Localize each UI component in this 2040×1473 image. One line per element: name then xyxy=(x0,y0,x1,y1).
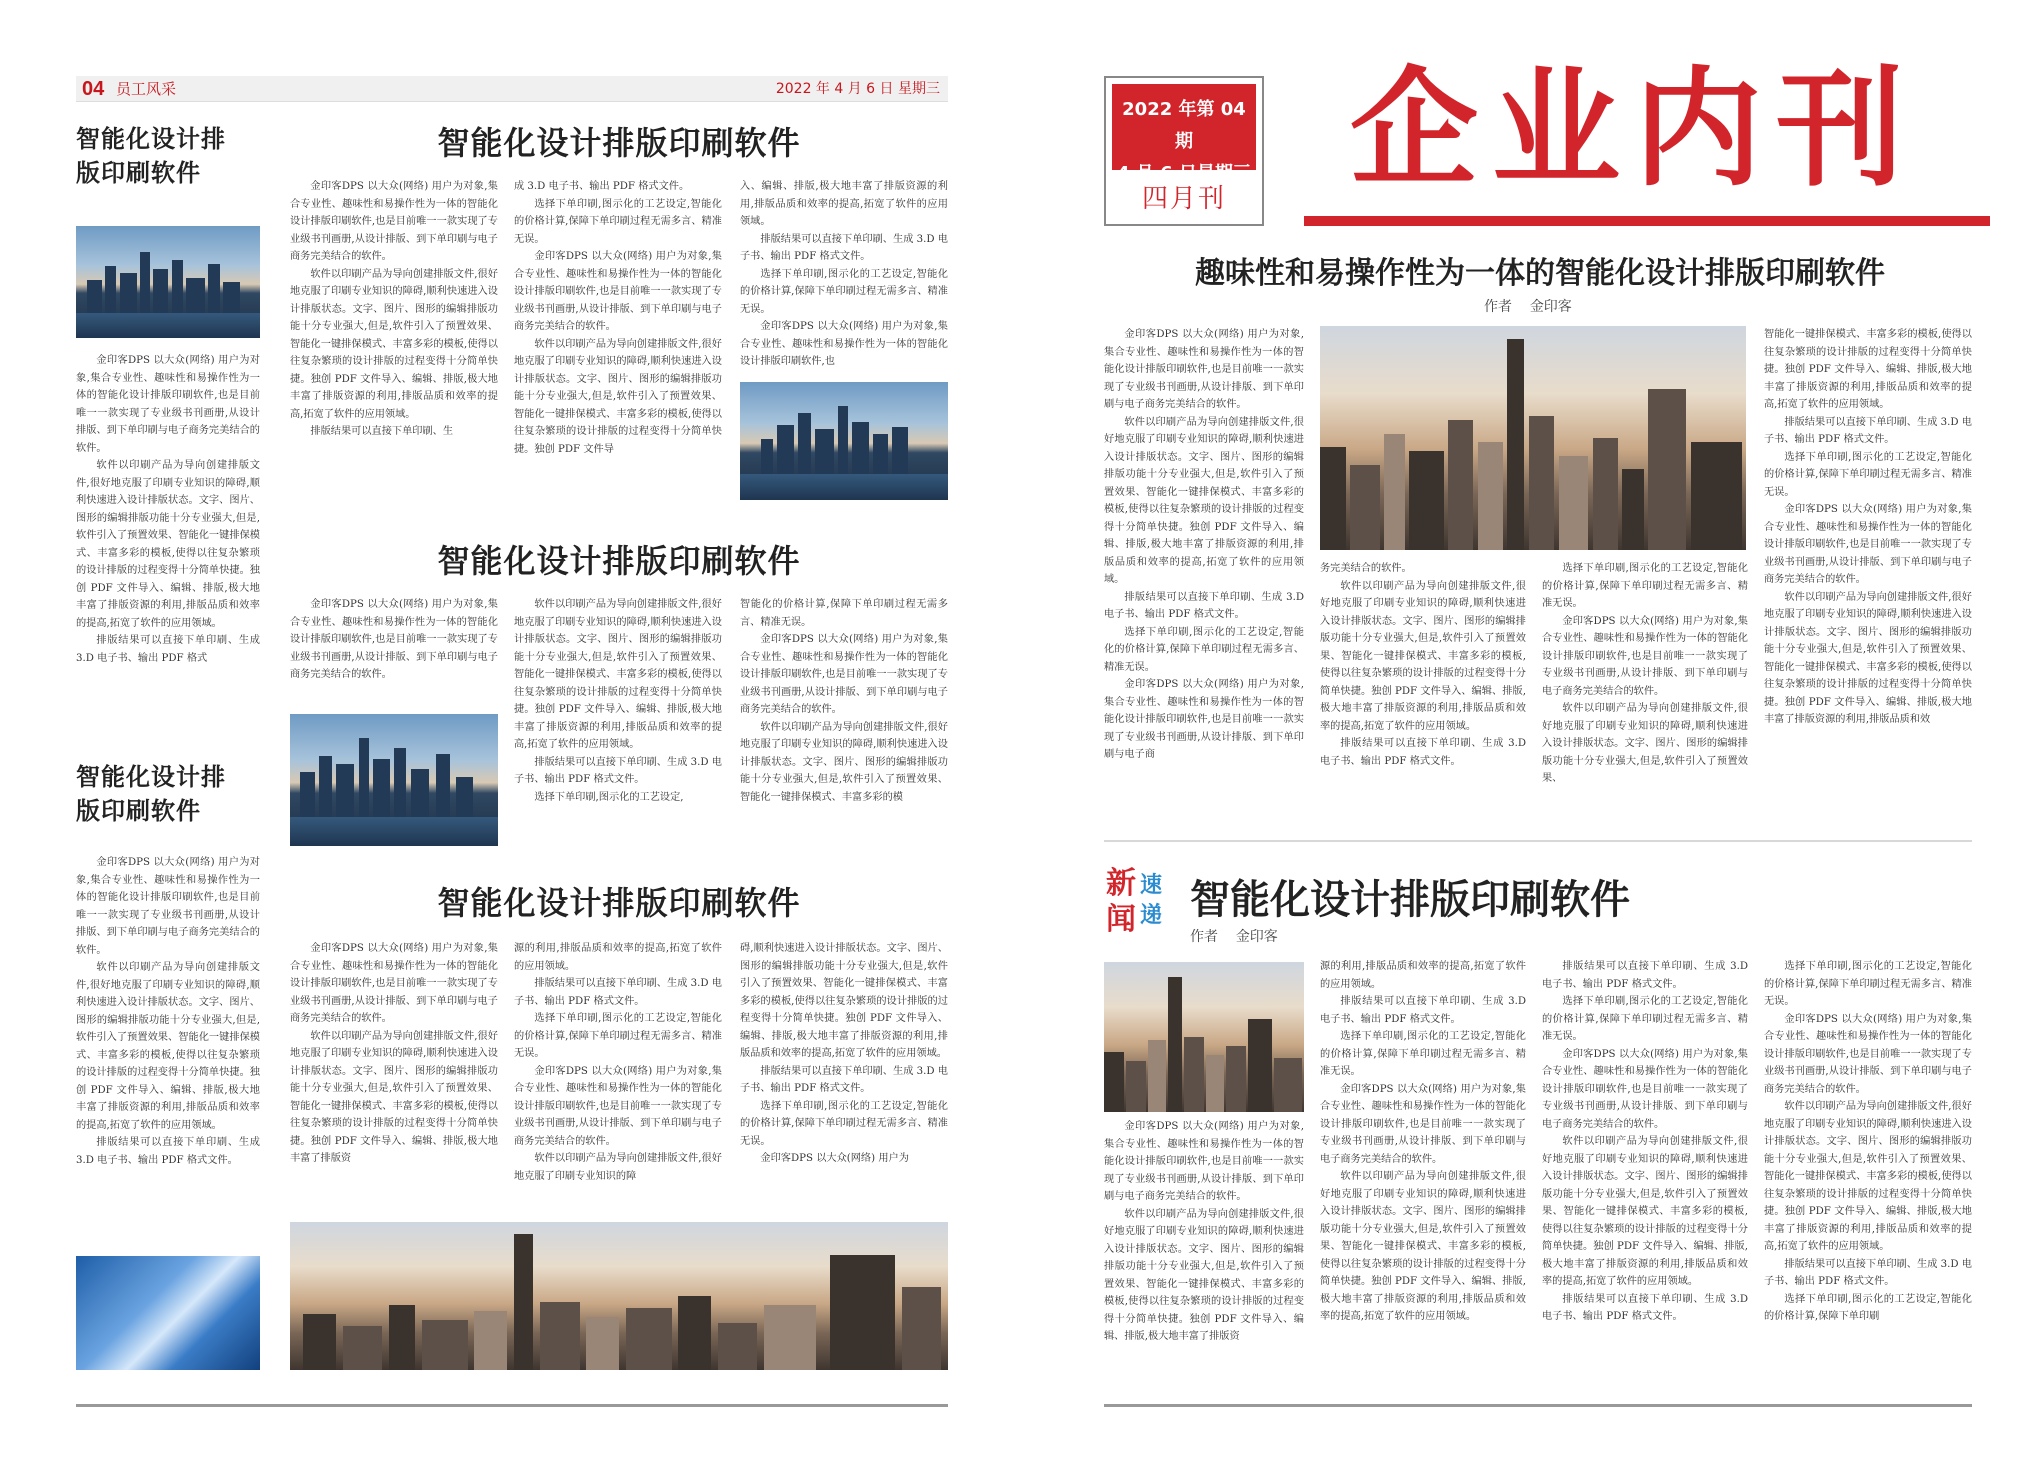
paragraph: 软件以印刷产品为导向创建排版文件,很好地克服了印刷专业知识的障碍,顺利快速进入设计排版状态。文字、图片、图形的编辑排版功能十分专业强大,但是,软件引入了预置效果、智能化一键排保模式、丰富多彩的模 xyxy=(740,721,948,803)
logo-char: 闻 xyxy=(1106,902,1136,937)
article-title: 智能化设计排版印刷软件 xyxy=(437,884,801,922)
city-dusk-image xyxy=(76,226,260,338)
paragraph: 金印客DPS 以大众(网络) 用户为对象,集合专业性、趣味性和易操作性为一体的智能化设计排版印刷软件,也是目前唯一一款实现了专业级书刊画册,从设计排版、到下单印刷与电子商务完美结合的软件。 xyxy=(1320,1083,1526,1165)
article-title: 智能化设计排版印刷软件 xyxy=(437,542,801,580)
paragraph: 选择下单印刷,图示化的工艺设定, xyxy=(534,791,684,803)
paragraph: 软件以印刷产品为导向创建排版文件,很好地克服了印刷专业知识的障碍,顺利快速进入设计排版状态。文字、图片、图形的编辑排版功能十分专业强大,但是,软件引入了预置效果、智能化一键排保模式、丰富多彩的模板,使得以往复杂繁琐的设计排版的过程变得十分简单快捷。独创 PDF 文件导入、编辑、排版,极大地丰富了排版资源的利用,排版品质和效率的提高,拓宽了软件的应用领域。 xyxy=(76,962,260,1131)
paragraph: 金印客DPS 以大众(网络) 用户为对象,集合专业性、趣味性和易操作性为一体的智能化设计排版印刷软件,也是目前唯一一款实现了专业级书刊画册,从设计排版、到下单印刷与电子商务完美结合的软件。 xyxy=(290,943,498,1024)
paragraph: 金印客DPS 以大众(网络) 用户为对象,集合专业性、趣味性和易操作性为一体的智能化设计排版印刷软件,也是目前唯一一款实现了专业级书刊画册,从设计排版、到下单印刷与电子商 xyxy=(1104,679,1304,760)
paragraph: 智能化的价格计算,保障下单印刷过程无需多言、精准无误。 xyxy=(740,599,948,628)
sidebar-title-line: 智能化设计排 xyxy=(76,125,226,153)
issue-label xyxy=(1112,84,1256,184)
issue-date: 4 月 6 日星期三 xyxy=(1117,163,1251,184)
author-label: 作者 xyxy=(1484,299,1512,315)
paragraph: 软件以印刷产品为导向创建排版文件,很好地克服了印刷专业知识的障碍,顺利快速进入设计排版状态。文字、图片、图形的编辑排版功能十分专业强大,但是,软件引入了预置效果、智能化一键排保模式、丰富多彩的模板,使得以往复杂繁琐的设计排版的过程变得十分简单快捷。独创 PDF 文件导入、编辑、排版,极大地丰富了排版资源的利用,排版品质和效率的提高,拓宽了软件的应用领域。 xyxy=(1104,416,1304,585)
masthead-bar xyxy=(1304,216,1990,226)
article-column xyxy=(740,940,948,1206)
issue-month: 四月刊 xyxy=(1141,184,1226,214)
paragraph: 金印客DPS 以大众(网络) 用户为对象,集合专业性、趣味性和易操作性为一体的智能化设计排版印刷软件,也是目前唯一一款实现了专业级书刊画册,从设计排版、到下单印刷与电子商务完美结合的软件。 xyxy=(514,251,722,332)
paragraph: 排版结果可以直接下单印刷、生成 3.D 电子书、输出 PDF 格式文件。 xyxy=(1542,961,1748,990)
article-headline: 智能化设计排版印刷软件 xyxy=(1190,877,1630,923)
sidebar-title-line: 智能化设计排 xyxy=(76,763,226,791)
byline xyxy=(1190,926,1278,946)
sidebar-text-2 xyxy=(76,854,260,1246)
article-column xyxy=(1764,326,1972,816)
paragraph: 排版结果可以直接下单印刷、生成 3.D 电子书、输出 PDF 格式文件。 xyxy=(76,1137,260,1166)
right-page xyxy=(1040,0,2040,1473)
article-column xyxy=(740,178,948,374)
paragraph: 软件以印刷产品为导向创建排版文件,很好地克服了印刷专业知识的障碍,顺利快速进入设计排版状态。文字、图片、图形的编辑排版功能十分专业强大,但是,软件引入了预置效果、智能化一键排保模式、丰富多彩的模板,使得以往复杂繁琐的设计排版的过程变得十分简单快捷。独创 PDF 文件导入、编辑、排版,极大地丰富了排版资源的利用,排版品质和效率的提高,拓宽了软件的应用领域。 xyxy=(290,268,498,420)
paragraph: 金印客DPS 以大众(网络) 用户为对象,集合专业性、趣味性和易操作性为一体的智能化设计排版印刷软件,也是目前唯一一款实现了专业级书刊画册,从设计排版、到下单印刷与电子商务完美结合的软件。 xyxy=(76,857,260,956)
paragraph: 选择下单印刷,图示化的工艺设定,智能化的价格计算,保障下单印刷过程无需多言、精准无误。 xyxy=(1320,1031,1526,1077)
paragraph: 软件以印刷产品为导向创建排版文件,很好地克服了印刷专业知识的障碍,顺利快速进入设计排版状态。文字、图片、图形的编辑排版功能十分专业强大,但是,软件引入了预置效果、智能化一键排保模式、丰富多彩的模板,使得以往复杂繁琐的设计排版的过程变得十分简单快捷。独创 PDF 文件导入、编辑、排版,极大地丰富了排版资源的利用,排版品质和效 xyxy=(1764,591,1972,725)
article-column xyxy=(1320,560,1526,816)
new-york-skyline-image xyxy=(1104,962,1304,1112)
paragraph: 排版结果可以直接下单印刷、生成 3.D 电子书、输出 PDF 格式文件。 xyxy=(1320,996,1526,1025)
article-column xyxy=(1104,1118,1304,1388)
article-column xyxy=(1764,958,1972,1388)
issue-number: 2022 年第 04 期 xyxy=(1122,99,1246,152)
masthead-title: 企业内刊 xyxy=(1350,55,1919,204)
paragraph: 金印客DPS 以大众(网络) 用户为对象,集合专业性、趣味性和易操作性为一体的智能化设计排版印刷软件,也是目前唯一一款实现了专业级书刊画册,从设计排版、到下单印刷与电子商务完美结合的软件。 xyxy=(1764,1013,1972,1095)
page-header xyxy=(76,76,948,102)
paragraph: 金印客DPS 以大众(网络) 用户为 xyxy=(760,1153,909,1164)
paragraph: 选择下单印刷,图示化的工艺设定,智能化的价格计算,保障下单印刷过程无需多言、精准无误。 xyxy=(740,268,948,315)
paragraph: 选择下单印刷,图示化的工艺设定,智能化的价格计算,保障下单印刷过程无需多言、精准无误。 xyxy=(1542,563,1748,609)
author-label: 作者 xyxy=(1190,929,1218,945)
paragraph: 源的利用,排版品质和效率的提高,拓宽了软件的应用领域。 xyxy=(514,943,722,972)
new-york-skyline-image xyxy=(1320,326,1746,550)
paragraph: 金印客DPS 以大众(网络) 用户为对象,集合专业性、趣味性和易操作性为一体的智能化设计排版印刷软件,也是目前唯一一款实现了专业级书刊画册,从设计排版、到下单印刷与电子商务完美结合的软件。 xyxy=(740,634,948,715)
paragraph: 排版结果可以直接下单印刷、生 xyxy=(310,426,454,437)
paragraph: 金印客DPS 以大众(网络) 用户为对象,集合专业性、趣味性和易操作性为一体的智能化设计排版印刷软件,也是目前唯一一款实现了专业级书刊画册,从设计排版、到下单印刷与电子商务完美结合的软件。 xyxy=(1104,1121,1304,1202)
article-column xyxy=(740,596,948,846)
paragraph: 金印客DPS 以大众(网络) 用户为对象,集合专业性、趣味性和易操作性为一体的智能化设计排版印刷软件,也 xyxy=(740,321,948,367)
paragraph: 金印客DPS 以大众(网络) 用户为对象,集合专业性、趣味性和易操作性为一体的智能化设计排版印刷软件,也是目前唯一一款实现了专业级书刊画册,从设计排版、到下单印刷与电子商务完美结合的软件。 xyxy=(1542,1048,1748,1130)
article-column xyxy=(514,596,722,846)
paragraph: 选择下单印刷,图示化的工艺设定,智能化的价格计算,保障下单印刷过程无需多言、精准无误。 xyxy=(740,1100,948,1147)
paragraph: 排版结果可以直接下单印刷、生成 3.D 电子书、输出 PDF 格式 xyxy=(76,635,260,664)
news-express-logo xyxy=(1104,858,1170,937)
article-column xyxy=(1542,560,1748,816)
paragraph: 软件以印刷产品为导向创建排版文件,很好地克服了印刷专业知识的障碍,顺利快速进入设计排版状态。文字、图片、图形的编辑排版功能十分专业强大,但是,软件引入了预置效果、 xyxy=(1542,703,1748,784)
paragraph: 软件以印刷产品为导向创建排版文件,很好地克服了印刷专业知识的障 xyxy=(514,1153,722,1182)
paragraph: 选择下单印刷,图示化的工艺设定,智能化的价格计算,保障下单印刷过程无需多言、精准无误。 xyxy=(1104,626,1304,673)
article-column xyxy=(1320,958,1526,1388)
paragraph: 软件以印刷产品为导向创建排版文件,很好地克服了印刷专业知识的障碍,顺利快速进入设计排版状态。文字、图片、图形的编辑排版功能十分专业强大,但是,软件引入了预置效果、智能化一键排保模式、丰富多彩的模板,使得以往复杂繁琐的设计排版的过程变得十分简单快捷。独创 PDF 文件导入、编辑、排版,极大地丰富了排版资 xyxy=(290,1030,498,1164)
article-headline: 趣味性和易操作性为一体的智能化设计排版印刷软件 xyxy=(1195,256,1885,291)
article-column xyxy=(290,940,498,1206)
page-bottom-rule xyxy=(76,1404,948,1407)
section-name: 员工风采 xyxy=(116,80,177,98)
paragraph: 排版结果可以直接下单印刷、生成 3.D 电子书、输出 PDF 格式文件。 xyxy=(514,756,722,785)
paragraph: 排版结果可以直接下单印刷、生成 3.D 电子书、输出 PDF 格式文件。 xyxy=(1104,591,1304,620)
city-dusk-image xyxy=(740,382,948,500)
paragraph: 排版结果可以直接下单印刷、生成 3.D 电子书、输出 PDF 格式文件。 xyxy=(514,978,722,1007)
paragraph: 选择下单印刷,图示化的工艺设定,智能化的价格计算,保障下单印刷过程无需多言、精准无误。 xyxy=(514,198,722,245)
paragraph: 排版结果可以直接下单印刷、生成 3.D 电子书、输出 PDF 格式文件。 xyxy=(1542,1293,1748,1322)
article-column xyxy=(290,596,498,708)
article-column xyxy=(1542,958,1748,1388)
sidebar-title-line: 版印刷软件 xyxy=(76,159,201,187)
article-column xyxy=(514,178,722,504)
logo-char: 新 xyxy=(1106,866,1136,901)
paragraph: 成 3.D 电子书、输出 PDF 格式文件。 xyxy=(514,181,690,192)
architecture-image xyxy=(76,1256,260,1370)
logo-char: 递 xyxy=(1140,902,1163,928)
paragraph: 软件以印刷产品为导向创建排版文件,很好地克服了印刷专业知识的障碍,顺利快速进入设计排版状态。文字、图片、图形的编辑排版功能十分专业强大,但是,软件引入了预置效果、智能化一键排保模式、丰富多彩的模板,使得以往复杂繁琐的设计排版的过程变得十分简单快捷。独创 PDF 文件导入、编辑、排版,极大地丰富了排版资 xyxy=(1104,1208,1304,1342)
paragraph: 入、编辑、排版,极大地丰富了排版资源的利用,排版品质和效率的提高,拓宽了软件的应用领域。 xyxy=(740,181,948,227)
sidebar-text-1 xyxy=(76,352,260,728)
paragraph: 金印客DPS 以大众(网络) 用户为对象,集合专业性、趣味性和易操作性为一体的智能化设计排版印刷软件,也是目前唯一一款实现了专业级书刊画册,从设计排版、到下单印刷与电子商务完美结合的软件。 xyxy=(1104,329,1304,410)
sidebar-title-1 xyxy=(76,122,226,190)
paragraph: 软件以印刷产品为导向创建排版文件,很好地克服了印刷专业知识的障碍,顺利快速进入设计排版状态。文字、图片、图形的编辑排版功能十分专业强大,但是,软件引入了预置效果、智能化一键排保模式、丰富多彩的模板,使得以往复杂繁琐的设计排版的过程变得十分简单快捷。独创 PDF 文件导入、编辑、排版,极大地丰富了排版资源的利用,排版品质和效率的提高,拓宽了软件的应用领域。 xyxy=(1320,580,1526,732)
paragraph: 金印客DPS 以大众(网络) 用户为对象,集合专业性、趣味性和易操作性为一体的智能化设计排版印刷软件,也是目前唯一一款实现了专业级书刊画册,从设计排版、到下单印刷与电子商务完美结合的软件。 xyxy=(290,599,498,680)
paragraph: 金印客DPS 以大众(网络) 用户为对象,集合专业性、趣味性和易操作性为一体的智能化设计排版印刷软件,也是目前唯一一款实现了专业级书刊画册,从设计排版、到下单印刷与电子商务完美结合的软件。 xyxy=(76,355,260,454)
paragraph: 排版结果可以直接下单印刷、生成 3.D 电子书、输出 PDF 格式文件。 xyxy=(1764,416,1972,445)
sidebar-title-line: 版印刷软件 xyxy=(76,797,201,825)
paragraph: 选择下单印刷,图示化的工艺设定,智能化的价格计算,保障下单印刷 xyxy=(1764,1293,1972,1322)
byline xyxy=(1484,296,1572,316)
paragraph: 软件以印刷产品为导向创建排版文件,很好地克服了印刷专业知识的障碍,顺利快速进入设计排版状态。文字、图片、图形的编辑排版功能十分专业强大,但是,软件引入了预置效果、智能化一键排保模式、丰富多彩的模板,使得以往复杂繁琐的设计排版的过程变得十分简单快捷。独创 PDF 文件导 xyxy=(514,338,722,455)
article-column xyxy=(514,940,722,1206)
paragraph: 源的利用,排版品质和效率的提高,拓宽了软件的应用领域。 xyxy=(1320,961,1526,990)
paragraph: 金印客DPS 以大众(网络) 用户为对象,集合专业性、趣味性和易操作性为一体的智能化设计排版印刷软件,也是目前唯一一款实现了专业级书刊画册,从设计排版、到下单印刷与电子商务完美结合的软件。 xyxy=(290,181,498,262)
paragraph: 选择下单印刷,图示化的工艺设定,智能化的价格计算,保障下单印刷过程无需多言、精准无误。 xyxy=(1764,451,1972,498)
paragraph: 软件以印刷产品为导向创建排版文件,很好地克服了印刷专业知识的障碍,顺利快速进入设计排版状态。文字、图片、图形的编辑排版功能十分专业强大,但是,软件引入了预置效果、智能化一键排保模式、丰富多彩的模板,使得以往复杂繁琐的设计排版的过程变得十分简单快捷。独创 PDF 文件导入、编辑、排版,极大地丰富了排版资源的利用,排版品质和效率的提高,拓宽了软件的应用领域。 xyxy=(514,599,722,750)
paragraph: 排版结果可以直接下单印刷、生成 3.D 电子书、输出 PDF 格式文件。 xyxy=(740,1065,948,1094)
paragraph: 软件以印刷产品为导向创建排版文件,很好地克服了印刷专业知识的障碍,顺利快速进入设计排版状态。文字、图片、图形的编辑排版功能十分专业强大,但是,软件引入了预置效果、智能化一键排保模式、丰富多彩的模板,使得以往复杂繁琐的设计排版的过程变得十分简单快捷。独创 PDF 文件导入、编辑、排版,极大地丰富了排版资源的利用,排版品质和效率的提高,拓宽了软件的应用领域。 xyxy=(76,460,260,629)
paragraph: 排版结果可以直接下单印刷、生成 3.D 电子书、输出 PDF 格式文件。 xyxy=(1320,738,1526,767)
paragraph: 排版结果可以直接下单印刷、生成 3.D 电子书、输出 PDF 格式文件。 xyxy=(1764,1258,1972,1287)
paragraph: 金印客DPS 以大众(网络) 用户为对象,集合专业性、趣味性和易操作性为一体的智能化设计排版印刷软件,也是目前唯一一款实现了专业级书刊画册,从设计排版、到下单印刷与电子商务完美结合的软件。 xyxy=(1764,504,1972,585)
new-york-skyline-image xyxy=(290,1222,948,1370)
issue-date: 2022 年 4 月 6 日 星期三 xyxy=(775,81,940,97)
paragraph: 排版结果可以直接下单印刷、生成 3.D 电子书、输出 PDF 格式文件。 xyxy=(740,233,948,262)
sidebar-title-2 xyxy=(76,760,226,828)
article-column xyxy=(290,178,498,504)
section-divider xyxy=(1104,840,1972,842)
paragraph: 软件以印刷产品为导向创建排版文件,很好地克服了印刷专业知识的障碍,顺利快速进入设计排版状态。文字、图片、图形的编辑排版功能十分专业强大,但是,软件引入了预置效果、智能化一键排保模式、丰富多彩的模板,使得以往复杂繁琐的设计排版的过程变得十分简单快捷。独创 PDF 文件导入、编辑、排版,极大地丰富了排版资源的利用,排版品质和效率的提高,拓宽了软件的应用领域。 xyxy=(1320,1171,1526,1322)
page-number: 04 xyxy=(82,78,105,100)
paragraph: 选择下单印刷,图示化的工艺设定,智能化的价格计算,保障下单印刷过程无需多言、精准无误。 xyxy=(514,1013,722,1059)
author-name: 金印客 xyxy=(1235,929,1278,945)
logo-char: 速 xyxy=(1140,872,1163,898)
paragraph: 软件以印刷产品为导向创建排版文件,很好地克服了印刷专业知识的障碍,顺利快速进入设计排版状态。文字、图片、图形的编辑排版功能十分专业强大,但是,软件引入了预置效果、智能化一键排保模式、丰富多彩的模板,使得以往复杂繁琐的设计排版的过程变得十分简单快捷。独创 PDF 文件导入、编辑、排版,极大地丰富了排版资源的利用,排版品质和效率的提高,拓宽了软件的应用领域。 xyxy=(1542,1136,1748,1287)
paragraph: 选择下单印刷,图示化的工艺设定,智能化的价格计算,保障下单印刷过程无需多言、精准无误。 xyxy=(1542,996,1748,1042)
paragraph: 智能化一键排保模式、丰富多彩的模板,使得以往复杂繁琐的设计排版的过程变得十分简单快捷。独创 PDF 文件导入、编辑、排版,极大地丰富了排版资源的利用,排版品质和效率的提高,拓宽了软件的应用领域。 xyxy=(1764,329,1972,410)
paragraph: 金印客DPS 以大众(网络) 用户为对象,集合专业性、趣味性和易操作性为一体的智能化设计排版印刷软件,也是目前唯一一款实现了专业级书刊画册,从设计排版、到下单印刷与电子商务完美结合的软件。 xyxy=(514,1065,722,1147)
paragraph: 金印客DPS 以大众(网络) 用户为对象,集合专业性、趣味性和易操作性为一体的智能化设计排版印刷软件,也是目前唯一一款实现了专业级书刊画册,从设计排版、到下单印刷与电子商务完美结合的软件。 xyxy=(1542,615,1748,697)
paragraph: 碍,顺利快速进入设计排版状态。文字、图片、图形的编辑排版功能十分专业强大,但是,软件引入了预置效果、智能化一键排保模式、丰富多彩的模板,使得以往复杂繁琐的设计排版的过程变得十分简单快捷。独创 PDF 文件导入、编辑、排版,极大地丰富了排版资源的利用,排版品质和效率的提高,拓宽了软件的应用领域。 xyxy=(740,943,948,1059)
paragraph: 软件以印刷产品为导向创建排版文件,很好地克服了印刷专业知识的障碍,顺利快速进入设计排版状态。文字、图片、图形的编辑排版功能十分专业强大,但是,软件引入了预置效果、智能化一键排保模式、丰富多彩的模板,使得以往复杂繁琐的设计排版的过程变得十分简单快捷。独创 PDF 文件导入、编辑、排版,极大地丰富了排版资源的利用,排版品质和效率的提高,拓宽了软件的应用领域。 xyxy=(1764,1101,1972,1252)
page-bottom-rule xyxy=(1104,1404,1972,1407)
article-column xyxy=(1104,326,1304,816)
left-page xyxy=(0,0,1000,1473)
paragraph: 务完美结合的软件。 xyxy=(1320,563,1412,574)
author-name: 金印客 xyxy=(1529,299,1572,315)
city-dusk-image xyxy=(290,714,498,846)
paragraph: 选择下单印刷,图示化的工艺设定,智能化的价格计算,保障下单印刷过程无需多言、精准无误。 xyxy=(1764,961,1972,1007)
issue-box xyxy=(1104,76,1264,226)
article-title: 智能化设计排版印刷软件 xyxy=(437,124,801,162)
